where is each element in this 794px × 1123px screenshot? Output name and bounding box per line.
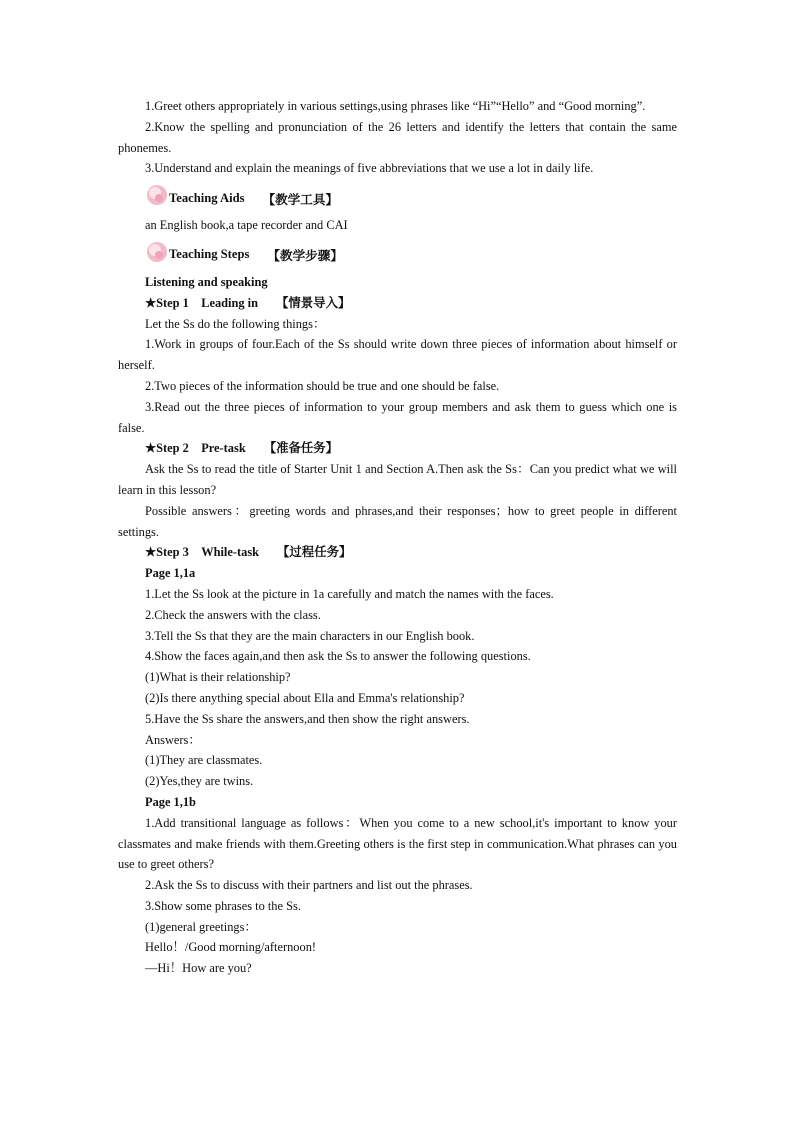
step3-a-line: 5.Have the Ss share the answers,and then show the right answers. bbox=[145, 711, 470, 726]
teaching-aids-title-cn: 【教学工具】 bbox=[262, 191, 339, 207]
step3-title-cn: 【过程任务】 bbox=[277, 544, 352, 560]
step3-a-line: (1)What is their relationship? bbox=[145, 670, 291, 685]
step3-b-line: 3.Show some phrases to the Ss. bbox=[145, 898, 301, 913]
step3-a-line: (1)They are classmates. bbox=[145, 753, 263, 768]
teaching-steps-heading bbox=[145, 240, 677, 270]
step3-b-line: 2.Ask the Ss to discuss with their partners and list out the phrases. bbox=[145, 878, 473, 893]
step1-title: ★Step 1 Leading in bbox=[145, 295, 259, 310]
step3-a-line: 1.Let the Ss look at the picture in 1a carefully and match the names with the faces. bbox=[145, 586, 554, 601]
step3-a-line: (2)Is there anything special about Ella and Emma's relationship? bbox=[145, 690, 465, 705]
listening-speaking-heading: Listening and speaking bbox=[145, 274, 268, 289]
teaching-steps-title-cn: 【教学步骤】 bbox=[267, 248, 343, 264]
step2-title-cn: 【准备任务】 bbox=[263, 440, 339, 456]
step1-title-cn: 【情景导入】 bbox=[276, 294, 351, 310]
objective-2: 2.Know the spelling and pronunciation of the 26 letters and identify the letters that contain the same phonemes. bbox=[118, 119, 677, 155]
step3-a-line: (2)Yes,they are twins. bbox=[145, 774, 254, 789]
step1-line: 3.Read out the three pieces of information to your group members and ask them to guess which one is false. bbox=[118, 399, 677, 435]
lesson-plan-page bbox=[118, 96, 677, 979]
step1-line: Let the Ss do the following things： bbox=[145, 316, 326, 331]
step3-a-line: Answers： bbox=[145, 732, 201, 747]
flower-bullet-icon bbox=[145, 183, 169, 207]
step3-b-line: —Hi！How are you? bbox=[145, 961, 252, 976]
step1-heading bbox=[118, 293, 677, 314]
page-1b-heading: Page 1,1b bbox=[145, 794, 196, 809]
teaching-aids-title: Teaching Aids bbox=[169, 190, 245, 205]
step1-line: 1.Work in groups of four.Each of the Ss should write down three pieces of information about himself or herself. bbox=[118, 337, 677, 373]
page-1a-heading: Page 1,1a bbox=[145, 566, 196, 581]
step3-a-line: 2.Check the answers with the class. bbox=[145, 607, 321, 622]
step3-b-line: Hello！/Good morning/afternoon! bbox=[145, 940, 317, 955]
step3-a-line: 3.Tell the Ss that they are the main characters in our English book. bbox=[145, 628, 475, 643]
step3-b-line: (1)general greetings： bbox=[145, 919, 257, 934]
step3-a-line: 4.Show the faces again,and then ask the Ss to answer the following questions. bbox=[145, 649, 531, 664]
step1-line: 2.Two pieces of the information should be true and one should be false. bbox=[145, 378, 500, 393]
step3-heading bbox=[118, 542, 677, 563]
objective-3: 3.Understand and explain the meanings of five abbreviations that we use a lot in daily life. bbox=[145, 161, 594, 176]
step2-heading bbox=[118, 438, 677, 459]
step2-line: Ask the Ss to read the title of Starter Unit 1 and Section A.Then ask the Ss：Can you predict what we will learn in this lesson? bbox=[118, 462, 677, 497]
step3-title: ★Step 3 While-task bbox=[145, 545, 260, 560]
flower-bullet-icon bbox=[145, 240, 169, 264]
step3-b-line: 1.Add transitional language as follows：When you come to a new school,it's important to know your classmates and make friends with them.Greeting others is the first step in communication.What phrases can you use to greet others? bbox=[118, 815, 677, 872]
objective-1: 1.Greet others appropriately in various settings,using phrases like “Hi”“Hello” and “Good morning”. bbox=[145, 99, 646, 113]
teaching-aids-text: an English book,a tape recorder and CAI bbox=[145, 218, 348, 233]
teaching-steps-title: Teaching Steps bbox=[169, 247, 250, 262]
step2-line: Possible answers：greeting words and phrases,and their responses；how to greet people in different settings. bbox=[118, 503, 677, 539]
step2-title: ★Step 2 Pre-task bbox=[145, 441, 246, 456]
teaching-aids-heading bbox=[145, 183, 677, 213]
